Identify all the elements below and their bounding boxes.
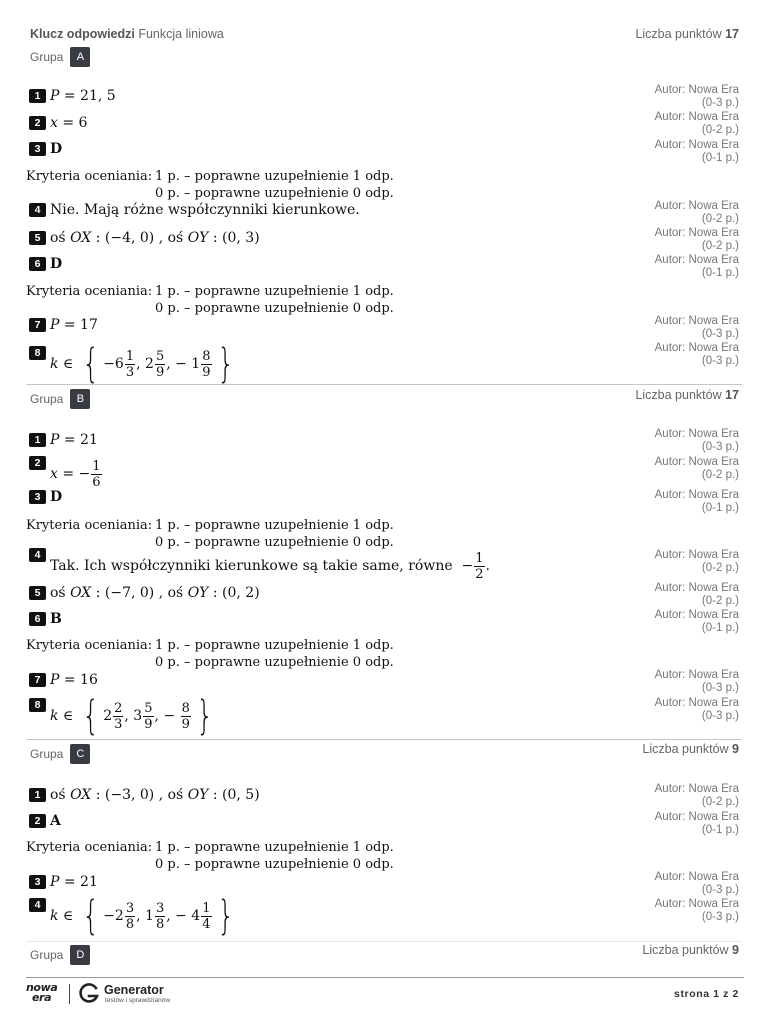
answer-line xyxy=(29,429,98,451)
score-range: (0-3 p.) xyxy=(701,710,739,722)
document-title: Klucz odpowiedzi xyxy=(30,27,135,41)
answer-line xyxy=(29,342,238,386)
answer-expression xyxy=(50,317,98,333)
criteria-line: 1 p. – poprawne uzupełnienie 1 odp. xyxy=(155,638,394,653)
answer-expression xyxy=(50,672,98,688)
logo-line-1: nowa xyxy=(26,981,58,994)
numerator: 1 xyxy=(125,348,135,364)
answer-expression xyxy=(50,551,490,582)
answer-line xyxy=(29,871,98,893)
expression-text: = 6 xyxy=(57,115,88,131)
expression-text: Tak. Ich współczynniki kierunkowe są takie same, równe − xyxy=(50,558,474,574)
expression-text: B xyxy=(50,611,62,627)
score-range: (0-3 p.) xyxy=(701,97,739,109)
criteria-line: 0 p. – poprawne uzupełnienie 0 odp. xyxy=(155,655,394,670)
author-credit xyxy=(655,898,739,924)
fraction xyxy=(125,901,135,932)
fraction xyxy=(181,701,191,732)
criteria-line: 1 p. – poprawne uzupełnienie 1 odp. xyxy=(155,840,394,855)
points-label: Liczba punktów xyxy=(642,742,729,756)
task-number-badge: 1 xyxy=(29,89,46,103)
author-credit xyxy=(655,200,739,226)
group-divider xyxy=(26,739,742,740)
generator-g-icon xyxy=(78,982,100,1004)
author-credit xyxy=(655,669,739,695)
expression-text: = 21, 5 xyxy=(59,88,116,104)
answer-line xyxy=(29,582,260,604)
logo-divider xyxy=(69,984,70,1004)
fraction xyxy=(201,349,211,380)
task-number-badge: 7 xyxy=(29,318,46,332)
answer-line xyxy=(29,85,116,107)
author-name: Autor: Nowa Era xyxy=(654,489,739,501)
denominator: 9 xyxy=(181,716,190,732)
numerator: 2 xyxy=(114,700,123,716)
score-range: (0-3 p.) xyxy=(701,355,739,367)
numerator: 1 xyxy=(202,900,211,916)
page-header xyxy=(30,27,739,43)
author-name: Autor: Nowa Era xyxy=(654,227,739,239)
task-number-badge: 5 xyxy=(29,231,46,245)
criteria-label: Kryteria oceniania: xyxy=(26,518,153,533)
expression-text: P xyxy=(50,672,60,688)
expression-text: k xyxy=(50,908,59,924)
answer-expression xyxy=(50,115,87,131)
expression-text: = 21 xyxy=(59,432,98,448)
answer-line xyxy=(29,608,62,630)
expression-text: ∈ xyxy=(58,908,78,924)
answer-expression xyxy=(50,202,360,218)
numerator: 3 xyxy=(125,900,135,916)
criteria-label: Kryteria oceniania: xyxy=(26,169,153,184)
group-label: Grupa xyxy=(30,392,64,406)
author-name: Autor: Nowa Era xyxy=(654,811,739,823)
numerator: 5 xyxy=(155,348,165,364)
author-credit xyxy=(655,428,739,454)
score-range: (0-1 p.) xyxy=(701,152,739,164)
numerator: 5 xyxy=(144,700,153,716)
expression-text: oś xyxy=(50,585,71,601)
close-brace: } xyxy=(216,893,234,939)
author-credit xyxy=(655,489,739,515)
author-name: Autor: Nowa Era xyxy=(654,898,739,910)
score-range: (0-2 p.) xyxy=(701,595,739,607)
group-heading-c xyxy=(30,744,90,764)
expression-text: , − 1 xyxy=(166,356,201,372)
document-subtitle: Funkcja liniowa xyxy=(138,27,224,41)
author-credit xyxy=(655,456,739,482)
group-points xyxy=(642,943,739,957)
close-brace: } xyxy=(196,693,213,739)
expression-text: oś xyxy=(50,230,71,246)
expression-text: −6 xyxy=(103,356,124,372)
expression-text: P xyxy=(50,317,60,333)
expression-text: , − xyxy=(154,708,180,724)
author-credit xyxy=(655,783,739,809)
group-heading-d xyxy=(30,945,90,965)
criteria-line: 1 p. – poprawne uzupełnienie 1 odp. xyxy=(155,518,394,533)
answer-expression xyxy=(50,88,116,104)
answer-line xyxy=(29,694,217,738)
expression-text: −2 xyxy=(103,908,124,924)
group-heading-b xyxy=(30,389,90,409)
task-number-badge: 8 xyxy=(29,698,46,712)
task-number-badge: 7 xyxy=(29,673,46,687)
fraction xyxy=(474,551,484,582)
answer-line xyxy=(29,486,62,508)
denominator: 3 xyxy=(125,364,135,380)
open-brace: { xyxy=(82,693,99,739)
answer-line xyxy=(29,199,360,221)
expression-text: OY xyxy=(187,787,209,803)
group-heading-a xyxy=(30,47,90,67)
expression-text: : (0, 5) xyxy=(208,787,260,803)
task-number-badge: 4 xyxy=(29,203,46,217)
footer-divider xyxy=(26,977,744,978)
expression-text: . xyxy=(485,558,490,574)
fraction xyxy=(125,349,135,380)
points-value: 9 xyxy=(732,943,739,957)
answer-expression xyxy=(50,230,260,246)
expression-text: OY xyxy=(187,230,209,246)
expression-text: x xyxy=(50,115,58,131)
group-divider xyxy=(26,941,742,942)
author-name: Autor: Nowa Era xyxy=(654,254,739,266)
author-credit xyxy=(655,315,739,341)
expression-text: ∈ xyxy=(58,708,78,724)
logo-line-2: era xyxy=(32,991,52,1004)
fraction xyxy=(155,349,165,380)
author-credit xyxy=(655,84,739,110)
answer-expression xyxy=(50,459,103,490)
expression-text: = 17 xyxy=(59,317,98,333)
expression-text: , − 4 xyxy=(166,908,201,924)
expression-text: D xyxy=(50,489,63,505)
expression-text: A xyxy=(50,813,61,829)
answer-line xyxy=(29,669,98,691)
answer-expression xyxy=(50,256,62,272)
task-number-badge: 2 xyxy=(29,814,46,828)
expression-text: D xyxy=(50,256,63,272)
expression-text: = − xyxy=(57,466,91,482)
criteria-line: 1 p. – poprawne uzupełnienie 1 odp. xyxy=(155,284,394,299)
answer-line xyxy=(29,810,61,832)
numerator: 8 xyxy=(181,700,190,716)
author-name: Autor: Nowa Era xyxy=(654,84,739,96)
score-range: (0-1 p.) xyxy=(701,502,739,514)
task-number-badge: 6 xyxy=(29,612,46,626)
denominator: 8 xyxy=(125,916,135,932)
group-label: Grupa xyxy=(30,948,64,962)
denominator: 6 xyxy=(92,474,101,490)
fraction xyxy=(113,701,123,732)
answer-line xyxy=(29,784,260,806)
expression-text: OY xyxy=(187,585,209,601)
expression-text: : (0, 3) xyxy=(208,230,260,246)
author-credit xyxy=(655,609,739,635)
answer-expression xyxy=(50,787,260,803)
numerator: 1 xyxy=(475,550,484,566)
score-range: (0-2 p.) xyxy=(701,469,739,481)
group-badge: A xyxy=(70,47,90,67)
group-label: Grupa xyxy=(30,747,64,761)
criteria-line: 0 p. – poprawne uzupełnienie 0 odp. xyxy=(155,857,394,872)
expression-text: OX xyxy=(70,585,92,601)
page-number: strona 1 z 2 xyxy=(674,988,739,1000)
task-number-badge: 5 xyxy=(29,586,46,600)
generator-subtitle: testów i sprawdzianów xyxy=(105,997,171,1004)
expression-text: : (−3, 0) , oś xyxy=(91,787,188,803)
answer-expression xyxy=(50,585,260,601)
author-credit xyxy=(655,342,739,368)
score-range: (0-3 p.) xyxy=(701,911,739,923)
points-label: Liczba punktów xyxy=(635,388,722,402)
answer-expression xyxy=(50,432,98,448)
author-name: Autor: Nowa Era xyxy=(654,456,739,468)
task-number-badge: 4 xyxy=(29,898,46,912)
author-credit xyxy=(655,254,739,280)
author-name: Autor: Nowa Era xyxy=(654,315,739,327)
expression-text: Nie. Mają różne współczynniki kierunkowe. xyxy=(50,202,360,218)
task-number-badge: 1 xyxy=(29,433,46,447)
answer-expression xyxy=(50,693,217,739)
task-number-badge: 6 xyxy=(29,257,46,271)
expression-text: , 2 xyxy=(136,356,154,372)
author-name: Autor: Nowa Era xyxy=(654,200,739,212)
expression-text: k xyxy=(50,356,59,372)
fraction xyxy=(155,901,165,932)
author-name: Autor: Nowa Era xyxy=(654,582,739,594)
open-brace: { xyxy=(82,893,99,939)
answer-line xyxy=(29,253,62,275)
total-points xyxy=(635,27,739,41)
expression-text: k xyxy=(50,708,59,724)
page-footer xyxy=(26,981,739,1009)
task-number-badge: 4 xyxy=(29,548,46,562)
answer-expression xyxy=(50,141,62,157)
nowa-era-logo xyxy=(26,983,57,1003)
answer-expression xyxy=(50,874,98,890)
author-name: Autor: Nowa Era xyxy=(654,139,739,151)
author-credit xyxy=(655,871,739,897)
criteria-label: Kryteria oceniania: xyxy=(26,284,153,299)
score-range: (0-2 p.) xyxy=(701,213,739,225)
fraction xyxy=(91,459,101,490)
author-credit xyxy=(655,697,739,723)
expression-text: ∈ xyxy=(58,356,78,372)
criteria-line: 1 p. – poprawne uzupełnienie 1 odp. xyxy=(155,169,394,184)
author-credit xyxy=(655,549,739,575)
numerator: 1 xyxy=(92,458,101,474)
denominator: 9 xyxy=(144,716,153,732)
numerator: 3 xyxy=(155,900,165,916)
expression-text: P xyxy=(50,88,60,104)
author-credit xyxy=(655,111,739,137)
denominator: 9 xyxy=(202,364,211,380)
task-number-badge: 2 xyxy=(29,456,46,470)
author-credit xyxy=(655,139,739,165)
task-number-badge: 8 xyxy=(29,346,46,360)
author-name: Autor: Nowa Era xyxy=(654,342,739,354)
author-name: Autor: Nowa Era xyxy=(654,669,739,681)
denominator: 4 xyxy=(202,916,211,932)
points-label: Liczba punktów xyxy=(635,27,722,41)
group-points xyxy=(642,742,739,756)
expression-text: oś xyxy=(50,787,71,803)
task-number-badge: 1 xyxy=(29,788,46,802)
criteria-line: 0 p. – poprawne uzupełnienie 0 odp. xyxy=(155,186,394,201)
group-badge: B xyxy=(70,389,90,409)
expression-text: : (0, 2) xyxy=(208,585,260,601)
author-credit xyxy=(655,811,739,837)
group-badge: C xyxy=(70,744,90,764)
author-name: Autor: Nowa Era xyxy=(654,783,739,795)
denominator: 3 xyxy=(114,716,123,732)
answer-line xyxy=(29,227,260,249)
expression-text: , 3 xyxy=(124,708,143,724)
generator-brand: Generator xyxy=(104,983,164,997)
score-range: (0-2 p.) xyxy=(701,796,739,808)
points-label: Liczba punktów xyxy=(642,943,729,957)
score-range: (0-3 p.) xyxy=(701,441,739,453)
author-name: Autor: Nowa Era xyxy=(654,697,739,709)
expression-text: D xyxy=(50,141,63,157)
answer-line xyxy=(29,894,238,938)
task-number-badge: 2 xyxy=(29,116,46,130)
score-range: (0-3 p.) xyxy=(701,328,739,340)
open-brace: { xyxy=(82,341,99,387)
points-value: 17 xyxy=(725,27,739,41)
author-name: Autor: Nowa Era xyxy=(654,871,739,883)
author-name: Autor: Nowa Era xyxy=(654,549,739,561)
author-credit xyxy=(655,582,739,608)
answer-expression xyxy=(50,611,62,627)
points-value: 17 xyxy=(725,388,739,402)
denominator: 8 xyxy=(155,916,165,932)
criteria-label: Kryteria oceniania: xyxy=(26,840,153,855)
expression-text: , 1 xyxy=(136,908,154,924)
score-range: (0-1 p.) xyxy=(701,824,739,836)
expression-text: : (−4, 0) , oś xyxy=(91,230,188,246)
group-badge: D xyxy=(70,945,90,965)
answer-expression xyxy=(50,813,61,829)
task-number-badge: 3 xyxy=(29,490,46,504)
denominator: 2 xyxy=(475,566,484,582)
author-name: Autor: Nowa Era xyxy=(654,609,739,621)
expression-text: P xyxy=(50,432,60,448)
expression-text: : (−7, 0) , oś xyxy=(91,585,188,601)
answer-line xyxy=(29,112,87,134)
expression-text: 2 xyxy=(103,708,113,724)
expression-text: OX xyxy=(70,787,92,803)
fraction xyxy=(201,901,211,932)
author-name: Autor: Nowa Era xyxy=(654,428,739,440)
score-range: (0-2 p.) xyxy=(701,124,739,136)
expression-text: = 21 xyxy=(59,874,98,890)
answer-expression xyxy=(50,341,238,387)
criteria-line: 0 p. – poprawne uzupełnienie 0 odp. xyxy=(155,301,394,316)
answer-line xyxy=(29,314,98,336)
answer-line xyxy=(29,138,62,160)
score-range: (0-3 p.) xyxy=(701,682,739,694)
answer-expression xyxy=(50,489,62,505)
score-range: (0-1 p.) xyxy=(701,267,739,279)
denominator: 9 xyxy=(155,364,165,380)
expression-text: = 16 xyxy=(59,672,98,688)
author-credit xyxy=(655,227,739,253)
criteria-line: 0 p. – poprawne uzupełnienie 0 odp. xyxy=(155,535,394,550)
expression-text: x xyxy=(50,466,58,482)
score-range: (0-2 p.) xyxy=(701,240,739,252)
group-label: Grupa xyxy=(30,50,64,64)
points-value: 9 xyxy=(732,742,739,756)
score-range: (0-2 p.) xyxy=(701,562,739,574)
expression-text: OX xyxy=(70,230,92,246)
fraction xyxy=(143,701,153,732)
score-range: (0-1 p.) xyxy=(701,622,739,634)
numerator: 8 xyxy=(202,348,211,364)
expression-text: P xyxy=(50,874,60,890)
criteria-label: Kryteria oceniania: xyxy=(26,638,153,653)
answer-expression xyxy=(50,893,238,939)
task-number-badge: 3 xyxy=(29,875,46,889)
score-range: (0-3 p.) xyxy=(701,884,739,896)
author-name: Autor: Nowa Era xyxy=(654,111,739,123)
close-brace: } xyxy=(216,341,234,387)
task-number-badge: 3 xyxy=(29,142,46,156)
group-points xyxy=(635,388,739,402)
